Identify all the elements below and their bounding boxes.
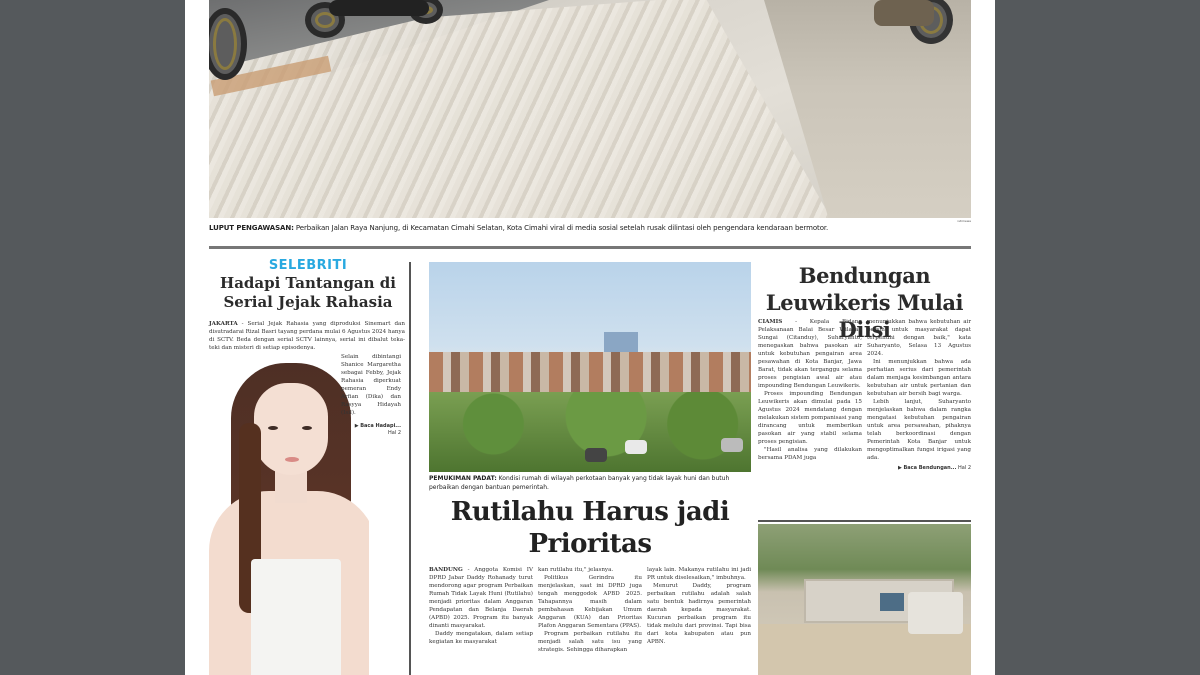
eye (302, 426, 312, 430)
body-text: Lebih lanjut, Suharyanto menjelaskan bahwa dalam rangka mengatasi kebutuhan pengairan untuk area persawahan, pihaknya telah berkoordinasi dengan Pemerintah Kota Banjar untuk mengoptimalkan fungsi irigasi yang ada. (867, 399, 971, 461)
text-column (429, 566, 533, 654)
caption-label: LUPUT PENGAWASAN: (209, 224, 294, 232)
dateline: BANDUNG (429, 567, 463, 573)
body-text: "Hasil analisa yang dilakukan bersama PDAM juga (758, 447, 862, 461)
body-text: layak lain. Makanya rutilahu ini jadi PR untuk diselesaikan," imbuhnya. (647, 567, 751, 581)
water-tank (908, 592, 963, 634)
middle-story-body (429, 566, 751, 654)
body-text: menunjukkan bahwa kebutuhan air bersih untuk masyarakat dapat terpenuhi dengan baik," kata Suharyanto, Selasa 13 Agustus 2024. (867, 319, 971, 357)
left-story-body-continued (341, 353, 401, 437)
body-text: - Serial Jejak Rahasia yang diproduksi Sinemart dan disutradarai Rizal Basri tayang perdana mulai 6 Agustus 2024 hanya di SCTV. Beda dengan serial SCTV lainnya, serial ini dibalut teka-teki dan misteri di setiap episodenya. (209, 321, 405, 351)
text-column (538, 566, 642, 654)
housing-photo (429, 262, 751, 472)
dateline: JAKARTA (209, 321, 238, 327)
continue-link[interactable] (867, 465, 971, 472)
play-arrow-icon: ▶ (898, 465, 902, 471)
car (625, 440, 647, 454)
car (585, 448, 607, 462)
body-text: Menurut Daddy, program perbaikan rutilahu adalah salah satu bentuk hadirnya pemerintah daerah kepada masyarakat. Kucuran perbaikan program itu tidak melulu dari provinsi. Tapi bisa dari kota kabupaten atau pun APBN. (647, 583, 751, 645)
play-arrow-icon: ▶ (354, 423, 359, 429)
column-divider (409, 262, 411, 675)
left-story (209, 258, 407, 675)
left-story-body (209, 320, 405, 352)
continue-page: Hal 2 (388, 430, 401, 436)
top-photo-caption (209, 224, 971, 232)
motorcycle (874, 0, 934, 26)
caption-label: PEMUKIMAN PADAT: (429, 475, 497, 482)
dam-photo (758, 524, 971, 675)
section-divider (209, 246, 971, 249)
pump-house (880, 593, 904, 611)
right-story (758, 262, 971, 675)
white-dress (251, 559, 341, 675)
photo-credit: istimewa (957, 219, 971, 223)
right-story-body (758, 318, 971, 472)
middle-photo-caption (429, 474, 751, 492)
face (254, 383, 328, 475)
continue-label: Baca Hadapi... (360, 423, 401, 429)
body-text: Daddy mengatakan, dalam setiap kegiatan ke masyarakat (429, 631, 533, 645)
body-text: Selain dibintangi Shanice Margaretha sebagai Febby, Jejak Rahasia diperkuat pemeran Endy Arfian (Dika) dan Rasyya Hidayah (Isil). (341, 354, 401, 416)
eye (268, 426, 278, 430)
continue-link[interactable] (341, 423, 401, 437)
right-headline: Bendungan Leuwikeris Mulai Diisi (765, 263, 964, 342)
dateline: CIAMIS (758, 319, 783, 325)
body-text: Proses impounding Bendungan Leuwikeris akan dimulai pada 15 Agustus 2024 mendatang dengan melakukan sistem pompanisasi yang dirancang untuk memberikan pasokan air yang stabil selama proses pengisian. (758, 391, 862, 445)
body-text: Program perbaikan rutilahu itu menjadi salah satu isu yang strategis. Sehingga diharapkan (538, 631, 642, 653)
body-text: Ini menunjukkan bahwa ada perhatian serius dari pemerintah dalam menjaga kesimbangan antara kebutuhan air untuk pertanian dan kebutuhan air bersih bagi warga. (867, 359, 971, 397)
text-column (758, 318, 862, 472)
left-headline: Hadapi Tantangan di Serial Jejak Rahasia (220, 274, 396, 311)
body-text: - Anggota Komisi IV DPRD Jabar Daddy Rohanady turut mendorong agar program Perbaikan Rumah Tidak Layak Huni (Rutilahu) menjadi prioritas dalam Anggaran Pendapatan dan Belanja Daerah (APBD) 2025. Program itu banyak dinanti masyarakat. (429, 567, 533, 629)
caption-text: Kondisi rumah di wilayah perkotaan banyak yang tidak layak huni dan butuh perbaikan dengan bantuan pemerintah. (429, 475, 730, 491)
newspaper-page (185, 0, 995, 675)
top-story-photo (209, 0, 971, 218)
caption-text: Perbaikan Jalan Raya Nanjung, di Kecamatan Cimahi Selatan, Kota Cimahi viral di media sosial setelah rusak dilintasi oleh pengendara kendaraan bermotor. (293, 224, 829, 232)
text-column (867, 318, 971, 472)
car (721, 438, 743, 452)
section-kicker: SELEBRITI (268, 258, 348, 273)
body-text: kan rutilahu itu," jelasnya. (538, 567, 614, 573)
continue-page: Hal 2 (958, 465, 971, 471)
text-column (647, 566, 751, 654)
motorcycle (329, 0, 429, 16)
continue-label: Baca Bendungan... (903, 465, 957, 471)
section-divider (758, 520, 971, 522)
body-text: - Kepala Bidang Pelaksanaan Balai Besar Wilayah Sungai (Citanduy), Suharyanto, menegaskan bahwa pasokan air untuk kebutuhan pengairan area pesawahan di Kota Banjar, Jawa Barat, tidak akan terganggu selama proses pengisian awal air atau impounding Bendungan Leuwikeris. (758, 319, 862, 389)
lips (285, 457, 299, 462)
middle-headline: Rutilahu Harus jadi Prioritas (450, 497, 730, 559)
body-text: Politikus Gerindra itu menjelaskan, saat ini DPRD juga tengah menggodok APBD 2025. Tahapannya masih dalam pembahasan Kebijakan Umum Anggaran (KUA) dan Prioritas Plafon Anggaran Sementara (PPAS). (538, 575, 642, 629)
middle-story (429, 262, 751, 675)
